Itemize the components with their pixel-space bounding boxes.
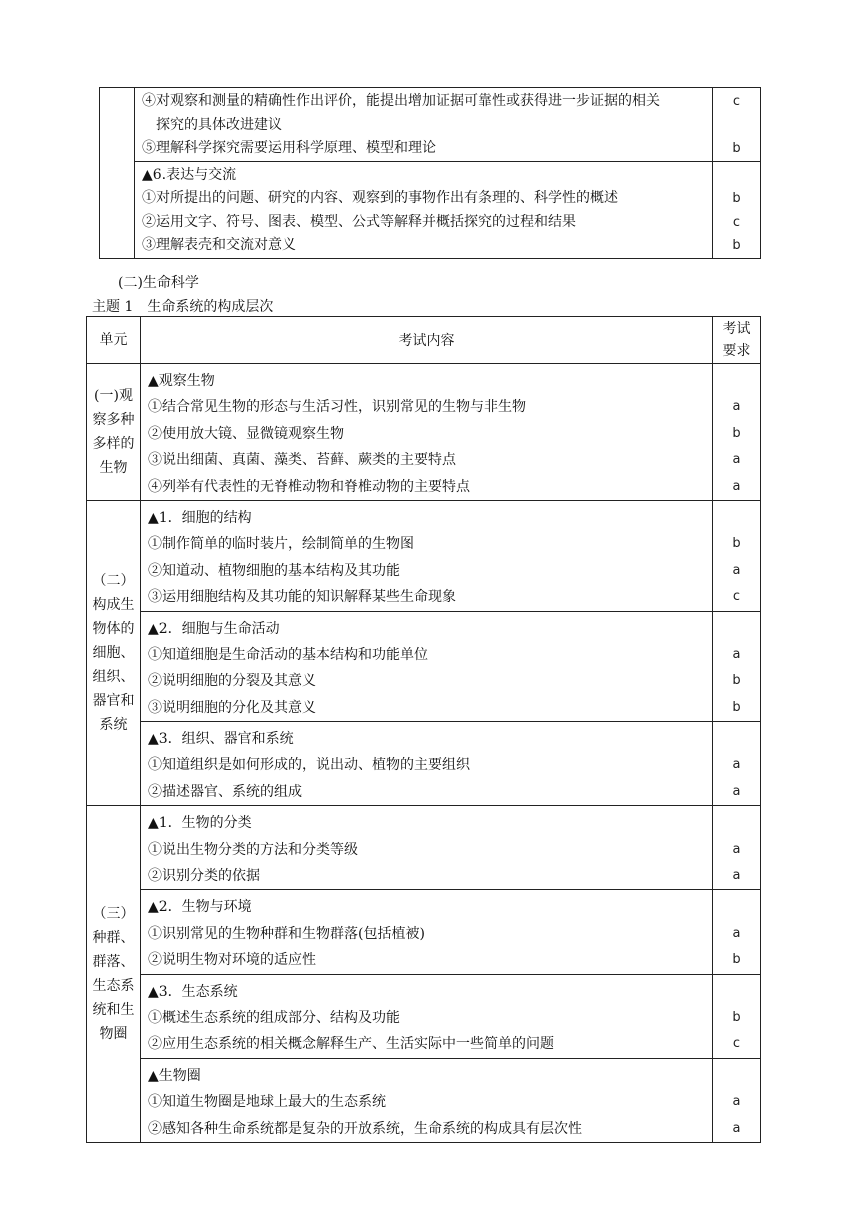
requirement-level: a [732, 478, 741, 494]
requirement-level: a [732, 452, 741, 468]
header-groups [141, 317, 760, 363]
requirement-cell [713, 162, 760, 258]
content-line: ①概述生态系统的组成部分、结构及功能 [148, 1009, 400, 1026]
requirement-level [713, 894, 760, 920]
content-line: ▲3．组织、器官和系统 [148, 731, 294, 748]
requirement-level: a [732, 925, 741, 941]
requirement-level [713, 616, 760, 642]
content-line: ▲观察生物 [148, 373, 215, 389]
content-line: ③说明细胞的分化及其意义 [148, 699, 316, 716]
content-line: ②运用文字、符号、图表、模型、公式等解释并概括探究的过程和结果 [142, 213, 576, 230]
header-req-line2: 要求 [722, 343, 751, 359]
requirement-cell [713, 722, 760, 805]
requirement-level [713, 368, 760, 394]
requirement-level: b [732, 952, 741, 968]
content-line: ①知道组织是如何形成的，说出动、植物的主要组织 [148, 757, 470, 774]
requirement-level [713, 979, 760, 1005]
requirement-level [713, 810, 760, 836]
content-group [135, 88, 760, 161]
content-line: ▲1．细胞的结构 [148, 509, 252, 526]
requirement-level: a [732, 399, 741, 415]
requirement-level [713, 164, 760, 188]
content-group [141, 974, 760, 1058]
requirement-level: a [732, 783, 741, 799]
requirement-level: a [732, 1120, 741, 1136]
content-cell [141, 1059, 713, 1142]
content-group [141, 364, 760, 500]
content-line: ①知道细胞是生命活动的基本结构和功能单位 [148, 646, 428, 663]
content-line: ①知道生物圈是地球上最大的生态系统 [148, 1094, 386, 1111]
requirement-level: a [732, 868, 741, 884]
content-line: ▲2．生物与环境 [148, 899, 252, 916]
unit-row [87, 500, 760, 805]
content-cell [135, 162, 713, 258]
requirement-level: b [732, 1009, 741, 1025]
requirement-cell [713, 612, 760, 722]
table-row [100, 88, 760, 258]
requirement-level [713, 1063, 760, 1089]
requirement-level: c [732, 94, 741, 109]
content-group [141, 721, 760, 805]
requirement-cell [713, 501, 760, 611]
content-line: ②说明细胞的分裂及其意义 [148, 673, 316, 690]
content-cell [141, 722, 713, 805]
requirement-level: b [732, 238, 741, 253]
requirement-level: a [732, 562, 741, 578]
content-line: ②知道动、植物细胞的基本结构及其功能 [148, 562, 400, 579]
content-group [141, 889, 760, 973]
requirement-level: a [732, 841, 741, 857]
units-container [87, 363, 760, 1142]
requirement-level: b [732, 536, 741, 552]
content-line: ①识别常见的生物种群和生物群落(包括植被) [148, 925, 425, 942]
content-line: ①制作简单的临时装片，绘制简单的生物图 [148, 536, 414, 553]
content-line: ③理解表壳和交流对意义 [142, 237, 296, 253]
content-cell [141, 806, 713, 889]
section-title: (二)生命科学 [118, 275, 199, 291]
content-line: ④对观察和测量的精确性作出评价，能提出增加证据可靠性或获得进一步证据的相关 [142, 93, 660, 109]
header-req-line1: 考试 [722, 321, 751, 337]
content-groups [141, 806, 760, 1142]
content-groups [141, 364, 760, 500]
requirement-level: c [732, 589, 741, 605]
requirement-level: c [732, 1036, 741, 1052]
requirement-level: b [732, 673, 741, 689]
unit-name: （二）构成生物体的细胞、组织、器官和系统 [87, 501, 141, 805]
theme-title: 主题 1 生命系统的构成层次 [92, 299, 274, 315]
content-line: ②感知各种生命系统都是复杂的开放系统，生命系统的构成具有层次性 [148, 1120, 582, 1137]
content-group [141, 611, 760, 722]
unit-row [87, 363, 760, 500]
content-cell [141, 501, 713, 611]
header-req [713, 317, 760, 363]
content-line: ②说明生物对环境的适应性 [148, 952, 316, 969]
content-line: ④列举有代表性的无脊椎动物和脊椎动物的主要特点 [148, 478, 470, 495]
content-group [141, 806, 760, 889]
content-cell [135, 88, 713, 161]
content-line: ①说出生物分类的方法和分类等级 [148, 841, 358, 858]
content-groups [141, 501, 760, 805]
header-unit: 单元 [87, 317, 141, 363]
content-line: ▲生物圈 [148, 1067, 201, 1084]
content-line: 探究的具体改进建议 [156, 116, 282, 133]
table-header-row [87, 317, 760, 363]
content-line: ②应用生态系统的相关概念解释生产、生活实际中一些简单的问题 [148, 1036, 554, 1053]
requirement-cell [713, 806, 760, 889]
requirement-cell [713, 364, 760, 500]
content-line: ①对所提出的问题、研究的内容、观察到的事物作出有条理的、科学性的概述 [142, 190, 618, 206]
content-line: ②描述器官、系统的组成 [148, 783, 302, 800]
requirement-cell [713, 1059, 760, 1142]
requirement-cell [713, 88, 760, 161]
content-cell [141, 612, 713, 722]
header-content: 考试内容 [141, 317, 713, 363]
content-group [141, 1058, 760, 1142]
content-group [135, 161, 760, 258]
requirement-level: a [732, 1094, 741, 1110]
requirement-level: c [732, 214, 741, 230]
content-group [141, 501, 760, 611]
unit-name: (一)观察多种多样的生物 [87, 364, 141, 500]
content-line: ▲6.表达与交流 [142, 166, 237, 183]
content-line: ③运用细胞结构及其功能的知识解释某些生命现象 [148, 589, 456, 606]
content-line: ▲1．生物的分类 [148, 815, 252, 832]
requirement-level: b [732, 425, 741, 441]
requirement-level [713, 505, 760, 531]
requirement-cell [713, 890, 760, 973]
requirement-level: a [732, 757, 741, 773]
requirement-cell [713, 975, 760, 1058]
content-groups [135, 88, 760, 258]
content-cell [141, 975, 713, 1058]
content-line: ②识别分类的依据 [148, 868, 260, 885]
content-cell [141, 364, 713, 500]
requirement-level: b [732, 191, 741, 206]
content-line: ⑤理解科学探究需要运用科学原理、模型和理论 [142, 140, 436, 156]
unit-name: （三）种群、群落、生态系统和生物圈 [87, 806, 141, 1142]
content-line: ②使用放大镜、显微镜观察生物 [148, 425, 344, 442]
science-inquiry-table [99, 87, 761, 259]
requirement-level: b [732, 141, 741, 156]
content-cell [141, 890, 713, 973]
unit-cell-empty [100, 88, 135, 258]
requirement-level [713, 726, 760, 752]
requirement-level [713, 114, 760, 138]
requirement-level: b [732, 699, 741, 715]
header-group [141, 317, 760, 363]
content-line: ①结合常见生物的形态与生活习性，识别常见的生物与非生物 [148, 399, 526, 416]
content-line: ▲3．生态系统 [148, 983, 238, 1000]
content-line: ▲2．细胞与生命活动 [148, 620, 280, 637]
life-science-table [86, 316, 761, 1143]
requirement-level: a [732, 646, 741, 662]
unit-row [87, 805, 760, 1142]
content-line: ③说出细菌、真菌、藻类、苔藓、蕨类的主要特点 [148, 452, 456, 469]
